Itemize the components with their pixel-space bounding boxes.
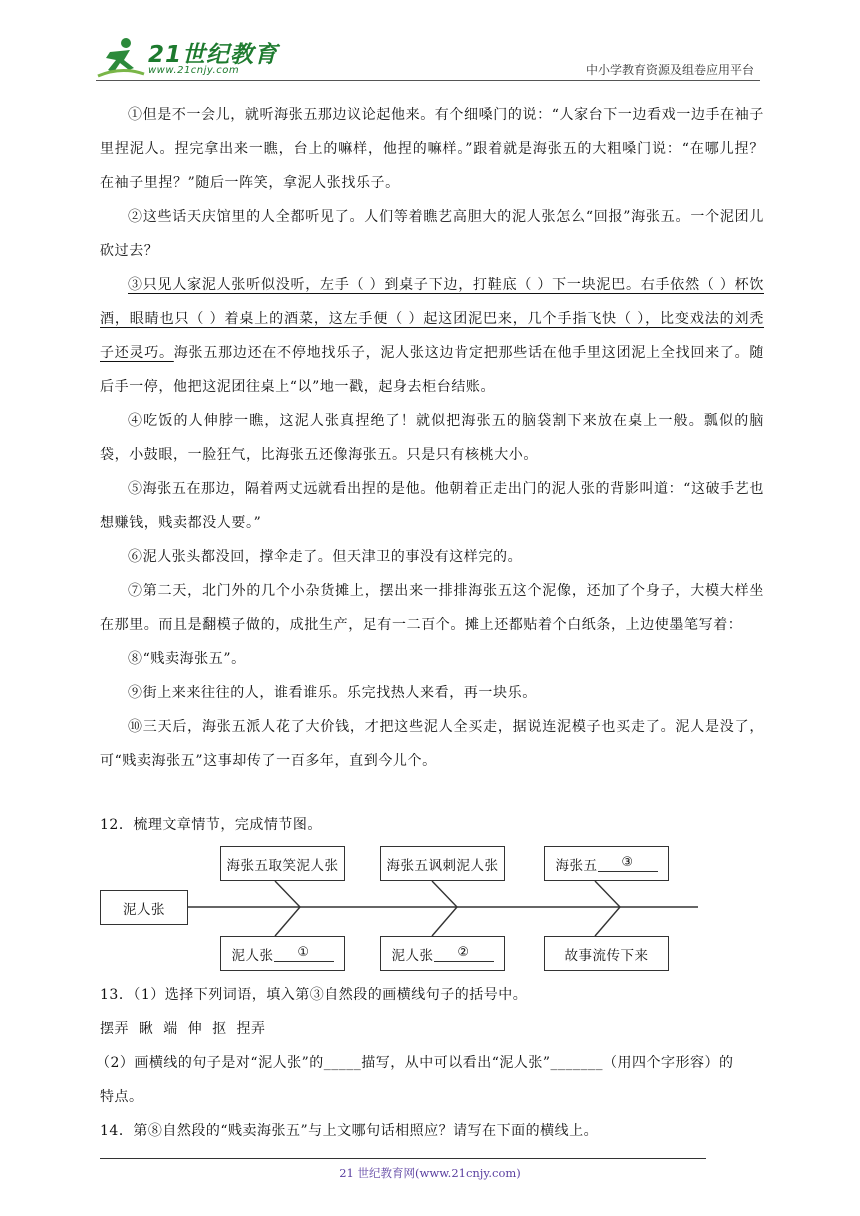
page-header — [96, 30, 760, 80]
site-logo — [96, 36, 286, 80]
paragraph-6: ⑥泥人张头都没回，撑伞走了。但天津卫的事没有这样完的。 — [128, 549, 523, 565]
plot-diagram — [100, 843, 700, 973]
platform-name: 中小学教育资源及组卷应用平台 — [585, 63, 754, 77]
question-13-part-2-cont: 特点。 — [100, 1089, 144, 1105]
blank-2: ② — [434, 945, 494, 962]
bottom-box-3: 故事流传下来 — [544, 936, 669, 971]
underlined-sentence: ③只见人家泥人张听似没听，左手（ ）到桌子下边，打鞋底（ ）下一块泥巴。右手依然（ ）杯饮酒，眼睛也只（ ）着桌上的酒菜，这左手便（ ）起这团泥巴来，几个手指飞快（ ），比变戏法的刘秃子还灵巧。 — [100, 277, 764, 361]
paragraph-3-rest: 海张五那边还在不停地找乐子，泥人张这边肯定把那些话在他手里这团泥上全找回来了。随后手一停，他把这泥团往桌上“以”地一戳，起身去柜台结账。 — [100, 345, 764, 395]
header-divider — [96, 80, 760, 81]
question-13-part-2: （2）画横线的句子是对“泥人张”的_____描写，从中可以看出“泥人张”_______（用四个字形容）的 — [96, 1055, 734, 1071]
logo-url: www.21cnjy.com — [148, 65, 240, 76]
paragraph-2: ②这些话天庆馆里的人全都听见了。人们等着瞧艺高胆大的泥人张怎么“回报”海张五。一个泥团儿砍过去？ — [100, 209, 764, 259]
top-box-1: 海张五取笑泥人张 — [220, 846, 345, 881]
blank-1: ① — [274, 945, 334, 962]
bottom-box-1-label: 泥人张 — [231, 947, 274, 964]
question-13-part-1: 13．（1）选择下列词语，填入第③自然段的画横线句子的括号中。 — [100, 987, 528, 1003]
paragraph-3 — [100, 268, 764, 404]
paragraph-5: ⑤海张五在那边，隔着两丈远就看出捏的是他。他朝着正走出门的泥人张的背影叫道：“这破手艺也想赚钱，贱卖都没人要。” — [100, 481, 764, 531]
page-footer: 21 世纪教育网(www.21cnjy.com) — [339, 1166, 521, 1180]
word-choices: 摆弄 瞅 端 伸 抠 捏弄 — [100, 1021, 266, 1037]
runner-logo-icon — [96, 36, 146, 80]
top-box-2: 海张五讽刺泥人张 — [380, 846, 505, 881]
spine-box: 泥人张 — [100, 890, 188, 925]
paragraph-7: ⑦第二天，北门外的几个小杂货摊上，摆出来一排排海张五这个泥像，还加了个身子，大模大样坐在那里。而且是翻模子做的，成批生产，足有一二百个。摊上还都贴着个白纸条，上边使墨笔写着： — [100, 583, 764, 633]
bottom-box-2-label: 泥人张 — [391, 947, 434, 964]
paragraph-10: ⑩三天后，海张五派人花了大价钱，才把这些泥人全买走，据说连泥模子也买走了。泥人是没了，可“贱卖海张五”这事却传了一百多年，直到今儿个。 — [100, 719, 764, 769]
question-14: 14．第⑧自然段的“贱卖海张五”与上文哪句话相照应？请写在下面的横线上。 — [100, 1123, 599, 1139]
bottom-box-1 — [220, 936, 345, 971]
paragraph-4: ④吃饭的人伸脖一瞧，这泥人张真捏绝了！就似把海张五的脑袋割下来放在桌上一般。瓢似的脑袋，小鼓眼，一脸狂气，比海张五还像海张五。只是只有核桃大小。 — [100, 413, 764, 463]
paragraph-9: ⑨街上来来往往的人，谁看谁乐。乐完找热人来看，再一块乐。 — [128, 685, 537, 701]
bottom-box-2 — [380, 936, 505, 971]
answer-line — [100, 1158, 706, 1159]
top-box-3-label: 海张五 — [555, 857, 598, 874]
paragraph-1: ①但是不一会儿，就听海张五那边议论起他来。有个细嗓门的说：“人家台下一边看戏一边手在袖子里捏泥人。捏完拿出来一瞧，台上的嘛样，他捏的嘛样。”跟着就是海张五的大粗嗓门说：“在哪儿捏？在袖子里捏？”随后一阵笑，拿泥人张找乐子。 — [100, 107, 764, 191]
blank-3: ③ — [598, 855, 658, 872]
logo-text: 21世纪教育 — [148, 42, 279, 68]
paragraph-8: ⑧“贱卖海张五”。 — [128, 651, 246, 667]
question-12: 12．梳理文章情节，完成情节图。 — [100, 817, 322, 833]
top-box-3 — [544, 846, 669, 881]
passage — [100, 98, 764, 778]
